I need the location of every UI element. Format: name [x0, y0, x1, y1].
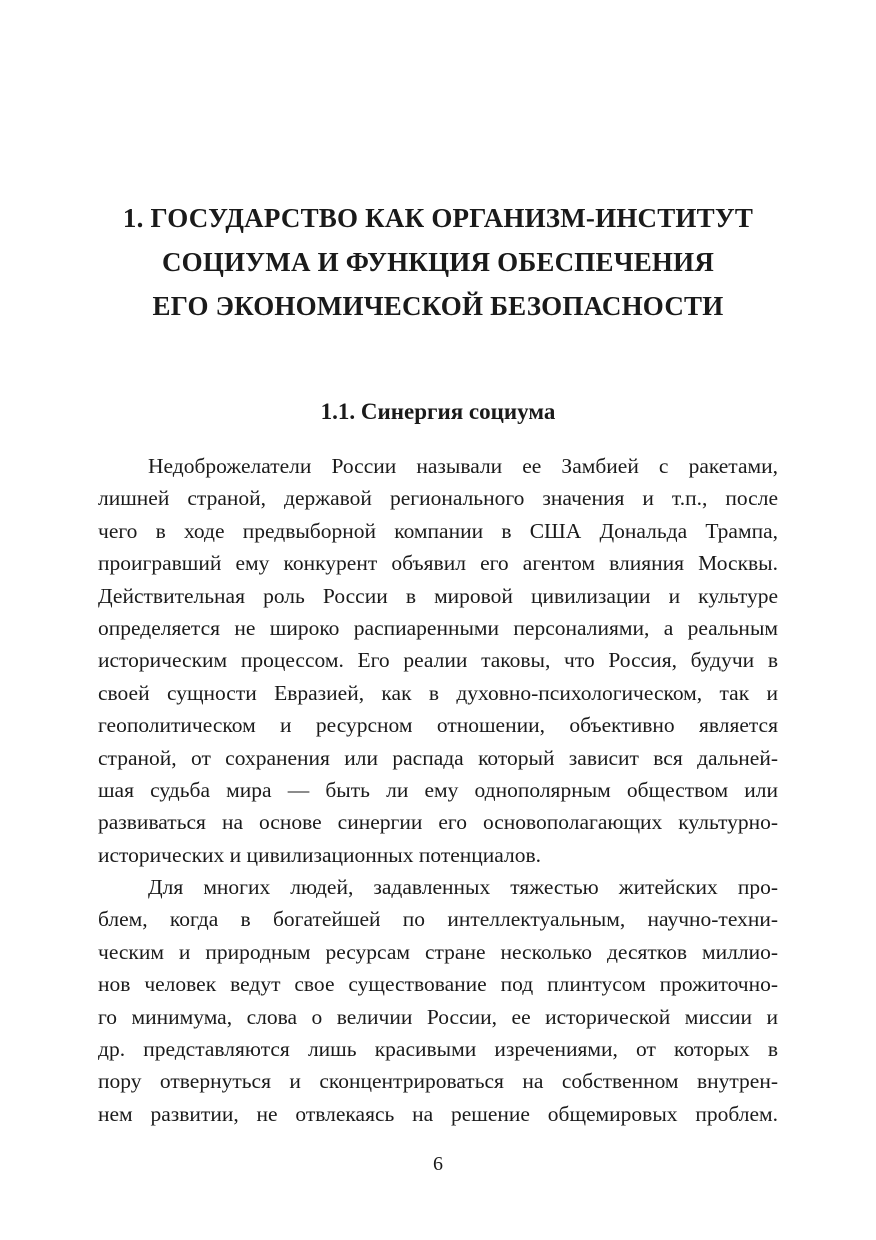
chapter-title [60, 196, 816, 328]
text-line: историческим процессом. Его реалии таковы, что Россия, будучи в [98, 648, 778, 673]
text-line: го минимума, слова о величии России, ее исторической миссии и [98, 1004, 778, 1029]
chapter-title-line: ЕГО ЭКОНОМИЧЕСКОЙ БЕЗОПАСНОСТИ [152, 291, 724, 321]
text-line: др. представляются лишь красивыми изречениями, от которых в [98, 1037, 778, 1062]
text-line: пору отвернуться и сконцентрироваться на собственном внутрен- [98, 1069, 778, 1094]
text-line: проигравший ему конкурент объявил его агентом влияния Москвы. [98, 551, 778, 576]
page-number: 6 [433, 1153, 443, 1175]
text-line: Для многих людей, задавленных тяжестью житейских про- [148, 875, 778, 900]
text-line: шая судьба мира — быть ли ему однополярным обществом или [98, 777, 778, 802]
text-line: геополитическом и ресурсном отношении, объективно является [98, 713, 778, 738]
text-line: развиваться на основе синергии его основополагающих культурно- [98, 810, 778, 835]
text-line: чего в ходе предвыборной компании в США Дональда Трампа, [98, 518, 778, 543]
text-line: Недоброжелатели России называли ее Замбией с ракетами, [148, 454, 778, 478]
text-line: Действительная роль России в мировой цивилизации и культуре [98, 583, 778, 608]
paragraph [98, 871, 778, 1130]
paragraph [98, 450, 778, 871]
text-line: исторических и цивилизационных потенциалов. [98, 842, 542, 867]
text-line: своей сущности Евразией, как в духовно-психологическом, так и [98, 680, 778, 705]
text-line: нем развитии, не отвлекаясь на решение общемировых проблем. [98, 1101, 778, 1126]
text-line: ческим и природным ресурсам стране несколько десятков миллио- [98, 939, 778, 964]
chapter-title-line: 1. ГОСУДАРСТВО КАК ОРГАНИЗМ-ИНСТИТУТ [122, 203, 754, 233]
text-line: страной, от сохранения или распада который зависит вся дальней- [98, 745, 778, 770]
section-title: 1.1. Синергия социума [320, 399, 556, 424]
text-line: блем, когда в богатейшей по интеллектуальным, научно-техни- [98, 907, 778, 932]
text-line: определяется не широко распиаренными персоналиями, а реальным [98, 615, 778, 640]
text-line: нов человек ведут свое существование под плинтусом прожиточно- [98, 972, 778, 997]
chapter-title-line: СОЦИУМА И ФУНКЦИЯ ОБЕСПЕЧЕНИЯ [161, 247, 715, 277]
text-line: лишней страной, державой регионального значения и т.п., после [98, 486, 778, 511]
body-text [98, 450, 778, 1130]
